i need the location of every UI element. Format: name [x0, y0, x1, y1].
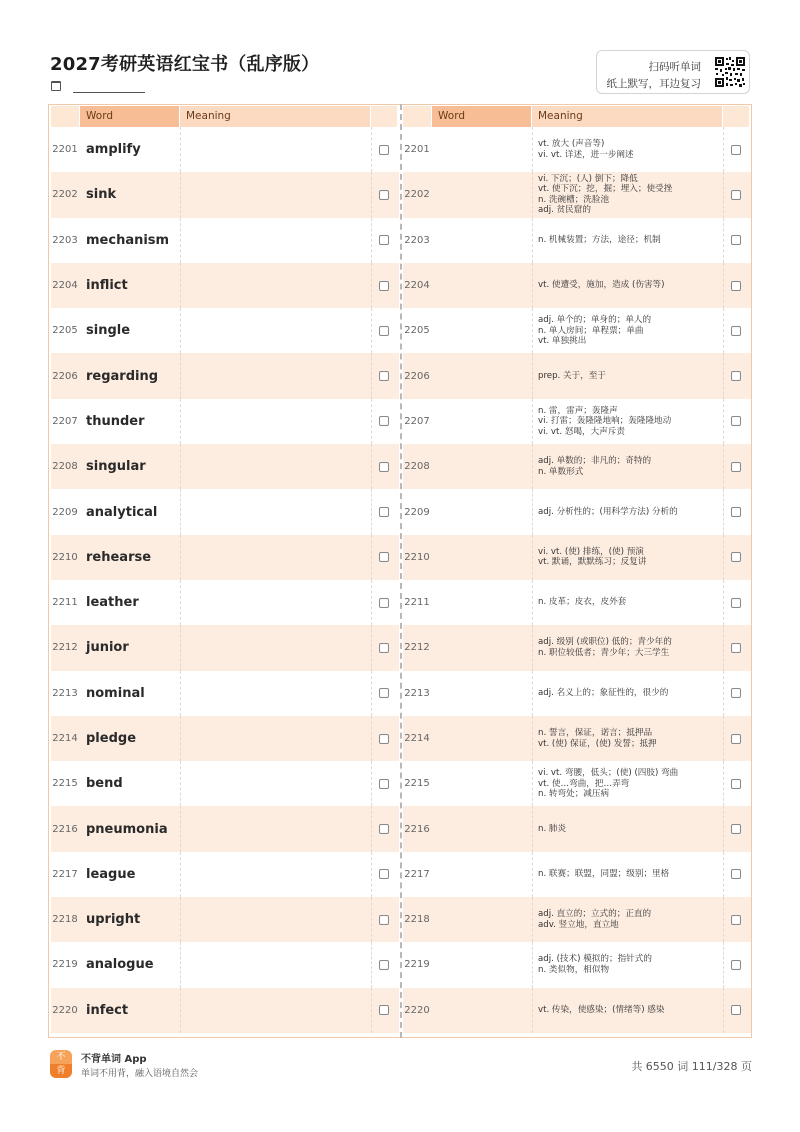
table-header — [403, 106, 751, 127]
table-row — [403, 263, 751, 308]
meaning-line: vi. 打雷；轰隆隆地响；轰隆隆地动 — [538, 416, 672, 427]
cell-divider — [723, 580, 724, 625]
row-number: 2220 — [52, 1004, 78, 1016]
meaning-text — [538, 852, 723, 897]
cell-divider — [532, 535, 533, 580]
row-number: 2219 — [404, 959, 430, 971]
row-number: 2215 — [404, 778, 430, 790]
row-number: 2202 — [52, 189, 78, 201]
table-row — [403, 172, 751, 217]
checkbox[interactable] — [379, 869, 389, 879]
meaning-text — [538, 988, 723, 1033]
meaning-line: adj. 分析性的；(用科学方法) 分析的 — [538, 506, 678, 517]
table-row — [403, 625, 751, 670]
checkbox[interactable] — [379, 281, 389, 291]
page-title: 2027考研英语红宝书（乱序版） — [50, 54, 320, 75]
meaning-line: vt. 使遭受，施加，造成 (伤害等) — [538, 280, 665, 291]
meaning-line: adj. 级别 (或职位) 低的；青少年的 — [538, 637, 672, 648]
table-row — [51, 988, 399, 1033]
cell-divider — [723, 671, 724, 716]
table-row — [51, 444, 399, 489]
meaning-line: vt. 默诵，默默练习；反复讲 — [538, 557, 647, 568]
cell-divider — [532, 399, 533, 444]
cell-divider — [532, 761, 533, 806]
meaning-line: adj. 直立的；立式的；正直的 — [538, 909, 652, 920]
checkbox[interactable] — [379, 779, 389, 789]
cell-divider — [723, 218, 724, 263]
checkbox[interactable] — [731, 960, 741, 970]
cell-divider — [532, 489, 533, 534]
table-row — [403, 127, 751, 172]
word-text: single — [86, 323, 131, 339]
app-logo: 不 背 — [50, 1050, 72, 1078]
cell-divider — [180, 489, 181, 534]
word-text: nominal — [86, 685, 145, 701]
meaning-line: n. 联赛；联盟，同盟；级别；里格 — [538, 869, 670, 880]
page-info: 共 6550 词 111/328 页 — [631, 1060, 752, 1073]
cell-divider — [371, 263, 372, 308]
meaning-line: n. 雷，雷声；轰隆声 — [538, 405, 618, 416]
meaning-line: adj. 贫民窟的 — [538, 205, 591, 216]
row-number: 2216 — [52, 823, 78, 835]
row-number: 2201 — [52, 144, 78, 156]
checkbox[interactable] — [379, 507, 389, 517]
meaning-text — [538, 580, 723, 625]
cell-divider — [723, 353, 724, 398]
checkbox[interactable] — [731, 235, 741, 245]
checkbox[interactable] — [731, 371, 741, 381]
cell-divider — [723, 625, 724, 670]
meaning-line: n. 誓言，保证，诺言；抵押品 — [538, 728, 653, 738]
checkbox[interactable] — [731, 688, 741, 698]
table-row — [51, 806, 399, 851]
cell-divider — [180, 535, 181, 580]
table-row — [403, 535, 751, 580]
checkbox[interactable] — [731, 598, 741, 608]
cell-divider — [371, 761, 372, 806]
table-row — [403, 489, 751, 534]
row-number: 2207 — [52, 415, 78, 427]
meaning-text — [538, 942, 723, 987]
meaning-line: n. 转弯处；减压病 — [538, 789, 610, 800]
cell-divider — [532, 308, 533, 353]
cell-divider — [532, 942, 533, 987]
meaning-text — [538, 399, 723, 444]
checkbox[interactable] — [731, 281, 741, 291]
meaning-column — [403, 106, 751, 1033]
row-number: 2219 — [52, 959, 78, 971]
cell-divider — [371, 218, 372, 263]
word-text: analogue — [86, 957, 154, 973]
meaning-line: vi. vt. (使) 排练，(使) 预演 — [538, 546, 644, 557]
meaning-text — [538, 308, 723, 353]
meaning-line: vt. 放大 (声音等) — [538, 139, 605, 150]
cell-divider — [180, 942, 181, 987]
meaning-line: n. 职位较低者；青少年；大三学生 — [538, 647, 670, 658]
cell-divider — [532, 806, 533, 851]
checkbox[interactable] — [379, 462, 389, 472]
qr-caption-review: 纸上默写，耳边复习 — [606, 78, 701, 90]
cell-divider — [180, 218, 181, 263]
meaning-line: vt. 使…弯曲，把…弄弯 — [538, 778, 630, 789]
table-row — [51, 942, 399, 987]
checkbox[interactable] — [379, 1005, 389, 1015]
table-row — [51, 263, 399, 308]
meaning-line: adj. 单数的；非凡的；奇特的 — [538, 456, 652, 467]
row-number: 2208 — [404, 461, 430, 473]
word-text: leather — [86, 595, 139, 611]
qr-card[interactable] — [596, 50, 750, 94]
cell-divider — [371, 897, 372, 942]
cell-divider — [723, 263, 724, 308]
meaning-line: n. 机械装置；方法，途径；机制 — [538, 234, 661, 245]
cell-divider — [180, 353, 181, 398]
table-row — [51, 580, 399, 625]
cell-divider — [371, 308, 372, 353]
cell-divider — [180, 897, 181, 942]
cell-divider — [723, 127, 724, 172]
meaning-text — [538, 353, 723, 398]
cell-divider — [532, 218, 533, 263]
meaning-line: prep. 关于，至于 — [538, 370, 606, 381]
word-rows — [51, 127, 399, 1033]
table-row — [403, 353, 751, 398]
meaning-text — [538, 897, 723, 942]
cell-divider — [180, 852, 181, 897]
meaning-line: n. 洗碗槽；洗脸池 — [538, 194, 610, 205]
cell-divider — [532, 172, 533, 217]
meaning-line: n. 肺炎 — [538, 823, 567, 834]
cell-divider — [371, 852, 372, 897]
meaning-line: adj. (技术) 模拟的；指针式的 — [538, 954, 652, 965]
table-row — [51, 172, 399, 217]
app-name: 不背单词 App — [81, 1054, 147, 1065]
word-text: junior — [86, 640, 129, 656]
cell-divider — [723, 172, 724, 217]
table-row — [51, 353, 399, 398]
table-row — [403, 806, 751, 851]
cell-divider — [532, 625, 533, 670]
row-number: 2206 — [52, 370, 78, 382]
cell-divider — [180, 716, 181, 761]
cell-divider — [371, 580, 372, 625]
row-number: 2205 — [404, 325, 430, 337]
table-row — [51, 716, 399, 761]
row-number: 2214 — [52, 733, 78, 744]
meaning-text — [538, 806, 723, 851]
cell-divider — [723, 399, 724, 444]
meaning-line: vi. 下沉；(人) 倒下；降低 — [538, 173, 638, 184]
checkbox[interactable] — [731, 326, 741, 336]
meaning-line: n. 类似物，相似物 — [538, 964, 610, 975]
cell-divider — [371, 625, 372, 670]
checkbox[interactable] — [731, 190, 741, 200]
header-meaning: Meaning — [532, 106, 722, 127]
meaning-line: vi. vt. 详述，进一步阐述 — [538, 149, 634, 160]
table-row — [403, 761, 751, 806]
word-text: pledge — [86, 731, 137, 746]
checkbox[interactable] — [379, 960, 389, 970]
cell-divider — [371, 806, 372, 851]
cell-divider — [532, 988, 533, 1033]
row-number: 2212 — [52, 642, 78, 654]
row-number: 2210 — [404, 551, 430, 563]
row-number: 2213 — [404, 687, 430, 699]
table-row — [51, 399, 399, 444]
row-number: 2213 — [52, 687, 78, 699]
cell-divider — [371, 399, 372, 444]
meaning-line: vt. 使下沉；挖，掘；埋入；使受挫 — [538, 184, 673, 195]
table-row — [51, 671, 399, 716]
table-row — [403, 852, 751, 897]
row-number: 2215 — [52, 778, 78, 790]
cell-divider — [371, 172, 372, 217]
table-row — [51, 127, 399, 172]
cell-divider — [371, 127, 372, 172]
checkbox[interactable] — [731, 507, 741, 517]
row-number: 2206 — [404, 370, 430, 382]
row-number: 2214 — [404, 733, 430, 744]
qr-caption-listen: 扫码听单词 — [648, 61, 701, 73]
meaning-text — [538, 127, 723, 172]
calendar-icon — [51, 81, 61, 91]
checkbox[interactable] — [731, 643, 741, 653]
table-row — [51, 625, 399, 670]
checkbox[interactable] — [731, 145, 741, 155]
table-row — [403, 988, 751, 1033]
word-text: sink — [86, 187, 117, 203]
meaning-text — [538, 172, 723, 217]
row-number: 2207 — [404, 415, 430, 427]
checkbox[interactable] — [379, 734, 389, 744]
cell-divider — [371, 535, 372, 580]
meaning-line: n. 单人房间；单程票；单曲 — [538, 325, 644, 336]
table-row — [403, 444, 751, 489]
word-column — [51, 106, 399, 1033]
header-meaning: Meaning — [180, 106, 370, 127]
checkbox[interactable] — [379, 371, 389, 381]
cell-divider — [180, 580, 181, 625]
cell-divider — [180, 761, 181, 806]
table-row — [51, 761, 399, 806]
meaning-line: vi. vt. 弯腰，低头；(使) (四肢) 弯曲 — [538, 768, 679, 779]
row-number: 2204 — [404, 280, 430, 292]
cell-divider — [180, 444, 181, 489]
row-number: 2212 — [404, 642, 430, 654]
cell-divider — [180, 625, 181, 670]
cell-divider — [180, 399, 181, 444]
row-number: 2218 — [52, 914, 78, 926]
cell-divider — [532, 353, 533, 398]
meaning-text — [538, 218, 723, 263]
table-row — [403, 308, 751, 353]
table-row — [403, 218, 751, 263]
checkbox[interactable] — [731, 734, 741, 744]
row-number: 2209 — [404, 506, 430, 518]
cell-divider — [371, 353, 372, 398]
cell-divider — [371, 942, 372, 987]
word-text: thunder — [86, 413, 145, 429]
table-row — [403, 716, 751, 761]
cell-divider — [723, 852, 724, 897]
row-number: 2220 — [404, 1004, 430, 1016]
meaning-line: adv. 竖立地，直立地 — [538, 919, 619, 930]
checkbox[interactable] — [731, 824, 741, 834]
table-row — [403, 399, 751, 444]
meaning-text — [538, 263, 723, 308]
word-text: mechanism — [86, 232, 170, 248]
meaning-line: n. 单数形式 — [538, 466, 584, 477]
cell-divider — [723, 444, 724, 489]
meaning-line: n. 皮革；皮衣，皮外套 — [538, 597, 627, 608]
row-number: 2218 — [404, 914, 430, 926]
cell-divider — [532, 897, 533, 942]
word-text: analytical — [86, 504, 158, 520]
table-row — [51, 308, 399, 353]
cell-divider — [723, 308, 724, 353]
cell-divider — [723, 806, 724, 851]
word-text: amplify — [86, 142, 141, 158]
table-row — [51, 897, 399, 942]
checkbox[interactable] — [379, 190, 389, 200]
meaning-line: vi. vt. 怒喝，大声斥责 — [538, 426, 626, 437]
cell-divider — [180, 308, 181, 353]
row-number: 2203 — [404, 234, 430, 246]
checkbox[interactable] — [379, 643, 389, 653]
checkbox[interactable] — [379, 552, 389, 562]
checkbox[interactable] — [379, 235, 389, 245]
cell-divider — [723, 761, 724, 806]
meaning-line: vt. 传染，使感染；(情绪等) 感染 — [538, 1005, 665, 1016]
cell-divider — [532, 263, 533, 308]
word-text: league — [86, 866, 136, 882]
checkbox[interactable] — [731, 462, 741, 472]
row-number: 2202 — [404, 189, 430, 201]
cell-divider — [180, 671, 181, 716]
cell-divider — [723, 988, 724, 1033]
row-number: 2208 — [52, 461, 78, 473]
row-number: 2209 — [52, 506, 78, 518]
cell-divider — [723, 489, 724, 534]
cell-divider — [371, 489, 372, 534]
checkbox[interactable] — [379, 688, 389, 698]
checkbox[interactable] — [379, 915, 389, 925]
row-number: 2217 — [404, 868, 430, 880]
cell-divider — [180, 127, 181, 172]
cell-divider — [180, 172, 181, 217]
table-row — [403, 671, 751, 716]
header-word: Word — [432, 106, 531, 127]
checkbox[interactable] — [379, 326, 389, 336]
word-text: bend — [86, 776, 123, 792]
checkbox[interactable] — [379, 145, 389, 155]
checkbox[interactable] — [731, 416, 741, 426]
row-number: 2205 — [52, 325, 78, 337]
checkbox[interactable] — [379, 598, 389, 608]
checkbox[interactable] — [731, 1005, 741, 1015]
row-number: 2201 — [404, 144, 430, 156]
checkbox[interactable] — [731, 915, 741, 925]
meaning-text — [538, 716, 723, 761]
meaning-text — [538, 489, 723, 534]
row-number: 2211 — [404, 597, 430, 609]
table-row — [51, 489, 399, 534]
meaning-line: vt. 单独挑出 — [538, 336, 587, 347]
table-row — [51, 852, 399, 897]
word-text: singular — [86, 459, 146, 475]
cell-divider — [371, 444, 372, 489]
meaning-rows — [403, 127, 751, 1033]
row-number: 2216 — [404, 823, 430, 835]
meaning-line: vt. (使) 保证，(使) 发誓；抵押 — [538, 738, 657, 749]
cell-divider — [723, 942, 724, 987]
table-row — [403, 942, 751, 987]
cell-divider — [180, 806, 181, 851]
checkbox[interactable] — [379, 416, 389, 426]
row-number: 2217 — [52, 868, 78, 880]
meaning-line: adj. 名义上的；象征性的，很少的 — [538, 687, 669, 698]
cell-divider — [723, 897, 724, 942]
cell-divider — [532, 127, 533, 172]
row-number: 2210 — [52, 551, 78, 563]
cell-divider — [532, 580, 533, 625]
cell-divider — [532, 852, 533, 897]
cell-divider — [532, 444, 533, 489]
word-text: rehearse — [86, 549, 152, 565]
checkbox[interactable] — [731, 779, 741, 789]
cell-divider — [180, 988, 181, 1033]
qr-code-icon[interactable] — [714, 56, 746, 88]
fold-divider — [400, 104, 402, 1038]
word-text: upright — [86, 912, 141, 928]
table-header — [51, 106, 399, 127]
app-tagline: 单词不用背，融入语境自然会 — [81, 1069, 199, 1079]
cell-divider — [371, 716, 372, 761]
word-text: infect — [86, 1002, 129, 1018]
meaning-text — [538, 671, 723, 716]
table-row — [403, 897, 751, 942]
checkbox[interactable] — [731, 552, 741, 562]
cell-divider — [723, 716, 724, 761]
row-number: 2204 — [52, 280, 78, 292]
word-text: regarding — [86, 368, 159, 384]
row-number: 2211 — [52, 597, 78, 609]
meaning-text — [538, 535, 723, 580]
cell-divider — [532, 716, 533, 761]
cell-divider — [371, 671, 372, 716]
meaning-text — [538, 761, 723, 806]
checkbox[interactable] — [731, 869, 741, 879]
checkbox[interactable] — [379, 824, 389, 834]
cell-divider — [532, 671, 533, 716]
cell-divider — [723, 535, 724, 580]
meaning-line: adj. 单个的；单身的；单人的 — [538, 315, 652, 326]
table-row — [403, 580, 751, 625]
table-row — [51, 535, 399, 580]
cell-divider — [180, 263, 181, 308]
word-text: pneumonia — [86, 821, 168, 837]
word-text: inflict — [86, 278, 128, 294]
table-row — [51, 218, 399, 263]
meaning-text — [538, 625, 723, 670]
cell-divider — [371, 988, 372, 1033]
row-number: 2203 — [52, 234, 78, 246]
meaning-text — [538, 444, 723, 489]
header-word: Word — [80, 106, 179, 127]
date-blank-line — [73, 92, 145, 93]
